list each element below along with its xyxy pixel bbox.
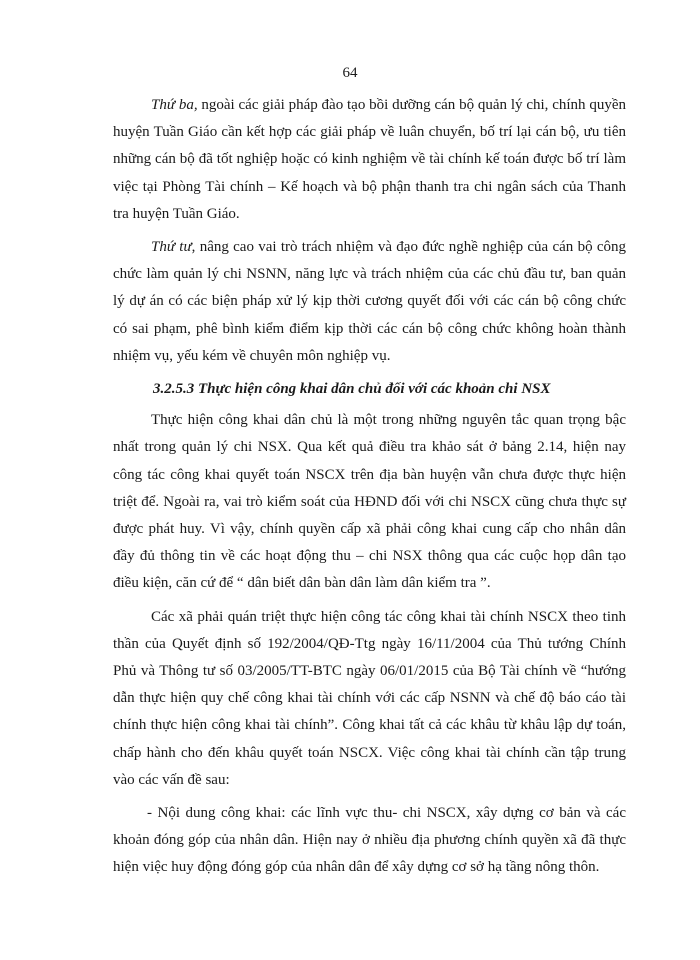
paragraph-text: ngoài các giải pháp đào tạo bồi dưỡng cán bộ quản lý chi, chính quyền huyện Tuần Giáo cần kết hợp các giải pháp về luân chuyển, bố trí lại cán bộ, ưu tiên những cán bộ đã tốt nghiệp hoặc có kinh nghiệm về tài chính kế toán được bố trí làm việc tại Phòng Tài chính – Kế hoạch và bộ phận thanh tra chi ngân sách của Thanh tra huyện Tuần Giáo. [113, 97, 626, 222]
paragraph-thu-tu [113, 234, 626, 370]
paragraph-lead: Thứ ba, [151, 97, 198, 113]
paragraph-quan-triet: Các xã phải quán triệt thực hiện công tác công khai tài chính NSCX theo tinh thần của Quyết định số 192/2004/QĐ-Ttg ngày 16/11/2004 của Thủ tướng Chính Phủ và Thông tư số 03/2005/TT-BTC ngày 06/01/2015 của Bộ Tài chính về “hướng dẫn thực hiện quy chế công khai tài chính với các cấp NSNN và chế độ báo cáo tài chính thực hiện công khai tài chính”. Công khai tất cả các khâu từ khâu lập dự toán, chấp hành cho đến khâu quyết toán NSCX. Việc công khai tài chính cần tập trung vào các vấn đề sau: [113, 608, 626, 788]
section-heading: 3.2.5.3 Thực hiện công khai dân chủ đối với các khoản chi NSX [153, 381, 551, 398]
paragraph-text: , nâng cao vai trò trách nhiệm và đạo đức nghề nghiệp của cán bộ công chức làm quản lý chi NSNN, năng lực và trách nhiệm của các chủ đầu tư, ban quản lý dự án có các biện pháp xử lý kịp thời cương quyết đối với các cán bộ công chức có sai phạm, phê bình kiểm điểm kịp thời các cán bộ công chức không hoàn thành nhiệm vụ, yếu kém về chuyên môn nghiệp vụ. [113, 239, 627, 364]
bullet-noi-dung-cong-khai: - Nội dung công khai: các lĩnh vực thu- chi NSCX, xây dựng cơ bản và các khoản đóng góp của nhân dân. Hiện nay ở nhiều địa phương chính quyền xã đã thực hiện việc huy động đóng góp của nhân dân để xây dựng cơ sở hạ tầng nông thôn. [113, 805, 626, 876]
page-number: 64 [342, 65, 358, 81]
document-body [113, 92, 626, 888]
paragraph-cong-khai: Thực hiện công khai dân chủ là một trong những nguyên tắc quan trọng bậc nhất trong quản lý chi NSX. Qua kết quả điều tra khảo sát ở bảng 2.14, hiện nay công tác công khai quyết toán NSCX trên địa bàn huyện vẫn chưa được thực hiện triệt để. Ngoài ra, vai trò kiểm soát của HĐND đối với chi NSCX cũng chưa thực sự được phát huy. Vì vậy, chính quyền cấp xã phải công khai cung cấp cho nhân dân đầy đủ thông tin về các hoạt động thu – chi NSX thông qua các cuộc họp dân tạo điều kiện, căn cứ để “ dân biết dân bàn dân làm dân kiểm tra ”. [113, 412, 626, 592]
paragraph-thu-ba [113, 92, 626, 228]
paragraph-lead: Thứ tư [151, 239, 192, 256]
